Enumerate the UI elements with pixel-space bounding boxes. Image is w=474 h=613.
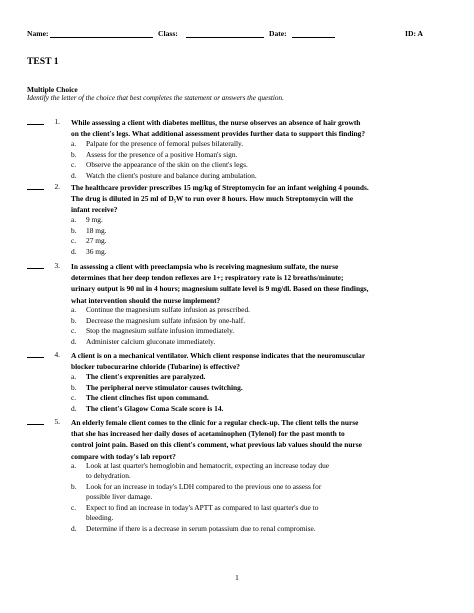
- choice-text: The client clinches fist upon command.: [86, 393, 209, 402]
- choice-text: Assess for the presence of a positive Homan's sign.: [86, 149, 238, 159]
- question-number: 2.: [54, 182, 60, 191]
- test-title: TEST 1: [27, 56, 59, 67]
- section-title: Multiple Choice: [27, 85, 78, 94]
- answer-blank-3[interactable]: [27, 268, 44, 269]
- choice-text: Palpate for the presence of femoral pulses bilaterally.: [86, 139, 244, 148]
- choice-letter: b.: [71, 225, 77, 235]
- choice-letter: b.: [71, 482, 77, 491]
- question-stem: In assessing a client with preeclampsia who is receiving magnesium sulfate, the nurse determines that her deep tendon reflexes are 1+; respiratory rate is 12 breaths/minute; urinary output is 90 ml in 4 hours; magnesium sulfate level is 9 mg/dl. Based on these findings, what intervention should the nurse implement?: [71, 262, 369, 305]
- choice-text: Administer calcium gluconate immediately.: [86, 336, 216, 346]
- choice-letter: d.: [71, 170, 77, 180]
- choice-letter: a.: [71, 215, 77, 224]
- section-header: [27, 85, 447, 103]
- choice-letter: c.: [71, 503, 77, 512]
- choice-text: 18 mg.: [86, 225, 107, 235]
- choice-letter: a.: [71, 461, 77, 470]
- question-number: 5.: [54, 417, 60, 426]
- choice-letter: c.: [71, 236, 77, 245]
- section-instructions: Identify the letter of the choice that best completes the statement or answers the question.: [27, 94, 284, 102]
- choice-text: Observe the appearance of the skin on the client's legs.: [86, 160, 248, 169]
- choice-text: The client's Glagow Coma Scale score is 14.: [86, 403, 224, 413]
- choice-text: 9 mg.: [86, 215, 103, 224]
- question-stem: A client is on a mechanical ventilator. Which client response indicates that the neuromuscular blocker tubocurarine chloride (Tubarine) is effective?: [71, 351, 366, 372]
- choice-text: Look at last quarter's hemoglobin and hematocrit, expecting an increase today due to dehydration.: [86, 461, 330, 481]
- choice-text: Watch the client's posture and balance during ambulation.: [86, 170, 257, 180]
- choice-text: Decrease the magnesium sulfate infusion by one-half.: [86, 315, 246, 325]
- question-number: 1.: [54, 117, 60, 126]
- choice-letter: b.: [71, 315, 77, 325]
- choice-letter: a.: [71, 139, 77, 148]
- choice-letter: b.: [71, 149, 77, 159]
- choice-text: Continue the magnesium sulfate infusion as prescribed.: [86, 305, 250, 314]
- choice-letter: b.: [71, 382, 77, 392]
- choice-letter: d.: [71, 336, 77, 346]
- answer-blank-2[interactable]: [27, 189, 44, 190]
- choice-text: Expect to find an increase in today's APTT as compared to last quarter's due to bleeding.: [86, 503, 319, 523]
- header-row: [0, 29, 474, 41]
- choice-text: The client's exprenities are paralyzed.: [86, 372, 206, 381]
- choice-letter: c.: [71, 393, 77, 402]
- choice-text: Look for an increase in today's LDH compared to the previous one to assess for possible liver damage.: [86, 482, 322, 502]
- name-label: Name:: [27, 29, 49, 38]
- class-blank-line[interactable]: [186, 37, 264, 38]
- id-label: ID: A: [405, 29, 423, 38]
- question-number: 4.: [54, 350, 60, 359]
- date-label: Date:: [269, 29, 287, 38]
- choice-text: Stop the magnesium sulfate infusion immediately.: [86, 326, 235, 335]
- answer-blank-1[interactable]: [27, 124, 44, 125]
- answer-blank-4[interactable]: [27, 357, 44, 358]
- choice-text: 27 mg.: [86, 236, 107, 245]
- choice-text: 36 mg.: [86, 246, 107, 256]
- answer-blank-5[interactable]: [27, 424, 44, 425]
- date-blank-line[interactable]: [292, 37, 335, 38]
- question-stem: The healthcare provider prescribes 15 mg/kg of Streptomycin for an infant weighing 4 pounds. The drug is diluted in 25 ml of D₅W to run over 8 hours. How much Streptomycin will the infant receive?: [71, 183, 369, 215]
- question-stem: An elderly female client comes to the clinic for a regular check-up. The client tells the nurse that she has increased her daily doses of acetaminophen (Tylenol) for the past month to control joint pain. Based on this client's comment, what previous lab values should the nurse compare with today's lab report?: [71, 418, 362, 461]
- choice-letter: a.: [71, 305, 77, 314]
- choice-letter: a.: [71, 372, 77, 381]
- choice-letter: c.: [71, 326, 77, 335]
- question-number: 3.: [54, 261, 60, 270]
- choice-text: Determine if there is a decrease in serum potassium due to renal compromise.: [86, 524, 316, 533]
- choice-letter: d.: [71, 524, 77, 533]
- choice-letter: d.: [71, 246, 77, 256]
- choice-letter: d.: [71, 403, 77, 413]
- name-blank-line[interactable]: [50, 37, 153, 38]
- choice-letter: c.: [71, 160, 77, 169]
- choice-text: The peripheral nerve stimulator causes twitching.: [86, 382, 243, 392]
- page-number: 1: [235, 573, 239, 582]
- question-stem: While assessing a client with diabetes mellitus, the nurse observes an absence of hair growth on the client's legs. What additional assessment provides further data to support this finding?: [71, 118, 366, 139]
- class-label: Class:: [158, 29, 178, 38]
